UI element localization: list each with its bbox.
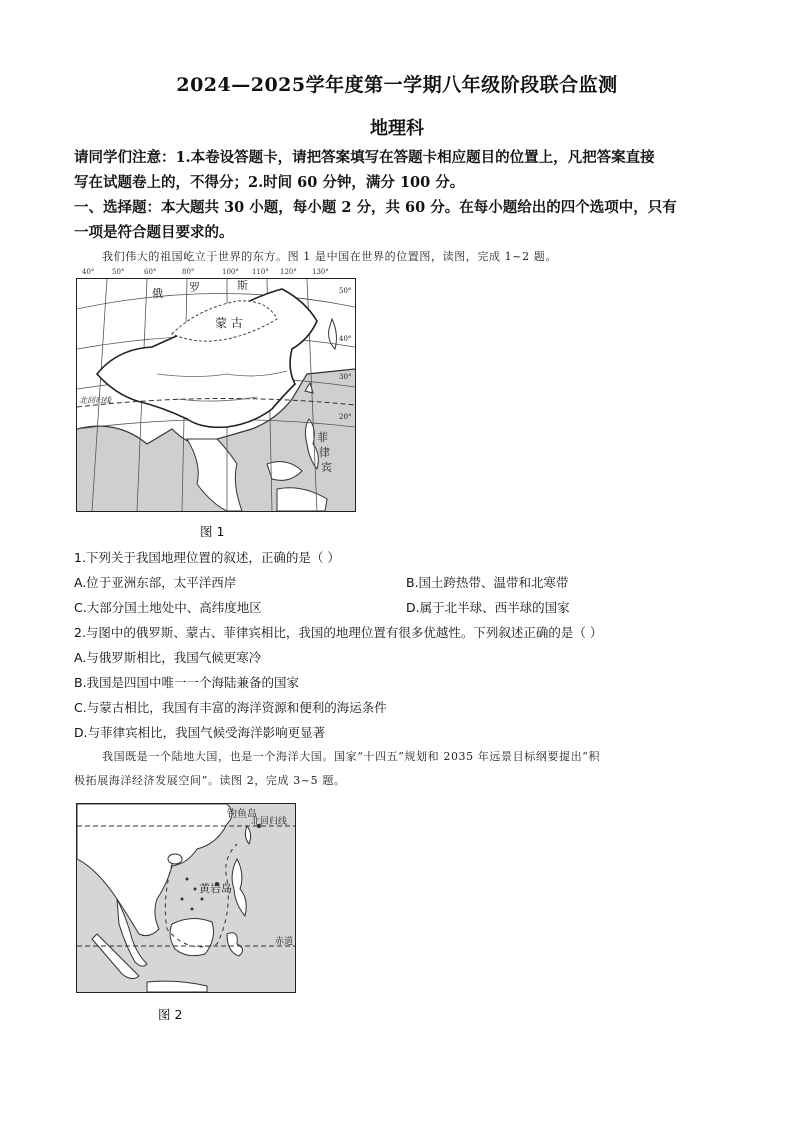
intro-questions-1-2: 我们伟大的祖国屹立于世界的东方。图 1 是中国在世界的位置图，读图，完成 1~2 题。	[102, 250, 557, 263]
question-2-stem: 2.与图中的俄罗斯、蒙古、菲律宾相比，我国的地理位置有很多优越性。下列叙述正确的是（ ）	[74, 625, 603, 640]
question-1-option-c[interactable]: C.大部分国土地处中、高纬度地区	[74, 600, 262, 615]
question-2-option-c[interactable]: C.与蒙古相比，我国有丰富的海洋资源和便利的海运条件	[74, 700, 387, 715]
label-russia-1: 俄	[152, 287, 163, 300]
label-mongolia: 蒙 古	[215, 316, 243, 330]
label-huangyan: 黄岩岛	[199, 882, 232, 895]
lon-label-130: 130°	[312, 268, 329, 276]
exam-notice	[74, 145, 724, 195]
label-tropic-fig2: 北回归线	[251, 817, 288, 827]
question-1-option-b[interactable]: B.国土跨热带、温带和北寒带	[406, 575, 569, 590]
lon-label-50: 50°	[112, 268, 125, 276]
lon-label-60: 60°	[144, 268, 157, 276]
section-line-2: 一项是符合题目要求的。	[74, 224, 234, 241]
lat-label-30: 30°	[339, 373, 352, 381]
lon-label-40: 40°	[82, 268, 95, 276]
section-line-1: 一、选择题：本大题共 30 小题，每小题 2 分，共 60 分。在每小题给出的四个选项中，只有	[74, 199, 677, 216]
figure-2-caption: 图 2	[158, 1007, 183, 1022]
figure-1-map	[76, 278, 356, 512]
notice-line-2: 写在试题卷上的，不得分；2.时间 60 分钟，满分 100 分。	[74, 174, 465, 191]
label-philippines-1: 菲	[317, 431, 328, 444]
label-philippines-2: 律	[319, 446, 330, 459]
label-philippines-3: 宾	[321, 461, 332, 474]
lat-label-40: 40°	[339, 335, 352, 343]
label-russia-2: 罗	[189, 281, 200, 294]
intro2-line-1: 我国既是一个陆地大国，也是一个海洋大国。国家“十四五”规划和 2035 年远景目标纲要提出“积	[102, 750, 601, 763]
figure-1-caption: 图 1	[200, 524, 225, 539]
lat-label-20: 20°	[339, 413, 352, 421]
question-2-option-d[interactable]: D.与菲律宾相比，我国气候受海洋影响更显著	[74, 725, 326, 740]
intro-questions-3-5	[74, 748, 722, 788]
section-heading	[74, 195, 724, 245]
lon-label-100: 100°	[222, 268, 239, 276]
question-2-option-b[interactable]: B.我国是四国中唯一一个海陆兼备的国家	[74, 675, 300, 690]
label-diaoyu: 钓鱼岛	[227, 809, 257, 820]
question-1-option-d[interactable]: D.属于北半球、西半球的国家	[406, 600, 570, 615]
figure-2-map	[76, 803, 296, 993]
lon-label-120: 120°	[280, 268, 297, 276]
label-equator: 赤道	[275, 937, 294, 947]
longitude-labels	[82, 268, 342, 278]
lon-label-80: 80°	[182, 268, 195, 276]
label-russia-3: 斯	[237, 279, 248, 292]
lon-label-110: 110°	[252, 268, 269, 276]
subject-title: 地理科	[370, 118, 424, 139]
question-2-option-a[interactable]: A.与俄罗斯相比，我国气候更寒冷	[74, 650, 262, 665]
question-1-option-a[interactable]: A.位于亚洲东部，太平洋西岸	[74, 575, 237, 590]
exam-title: 2024—2025学年度第一学期八年级阶段联合监测	[176, 74, 618, 96]
lat-label-50: 50°	[339, 287, 352, 295]
question-1-stem: 1.下列关于我国地理位置的叙述，正确的是（ ）	[74, 550, 340, 565]
label-tropic-fig1: 北回归线	[79, 396, 111, 405]
intro2-line-2: 极拓展海洋经济发展空间”。读图 2，完成 3~5 题。	[74, 774, 346, 787]
notice-line-1: 请同学们注意：1.本卷设答题卡，请把答案填写在答题卡相应题目的位置上，凡把答案直接	[74, 149, 655, 166]
